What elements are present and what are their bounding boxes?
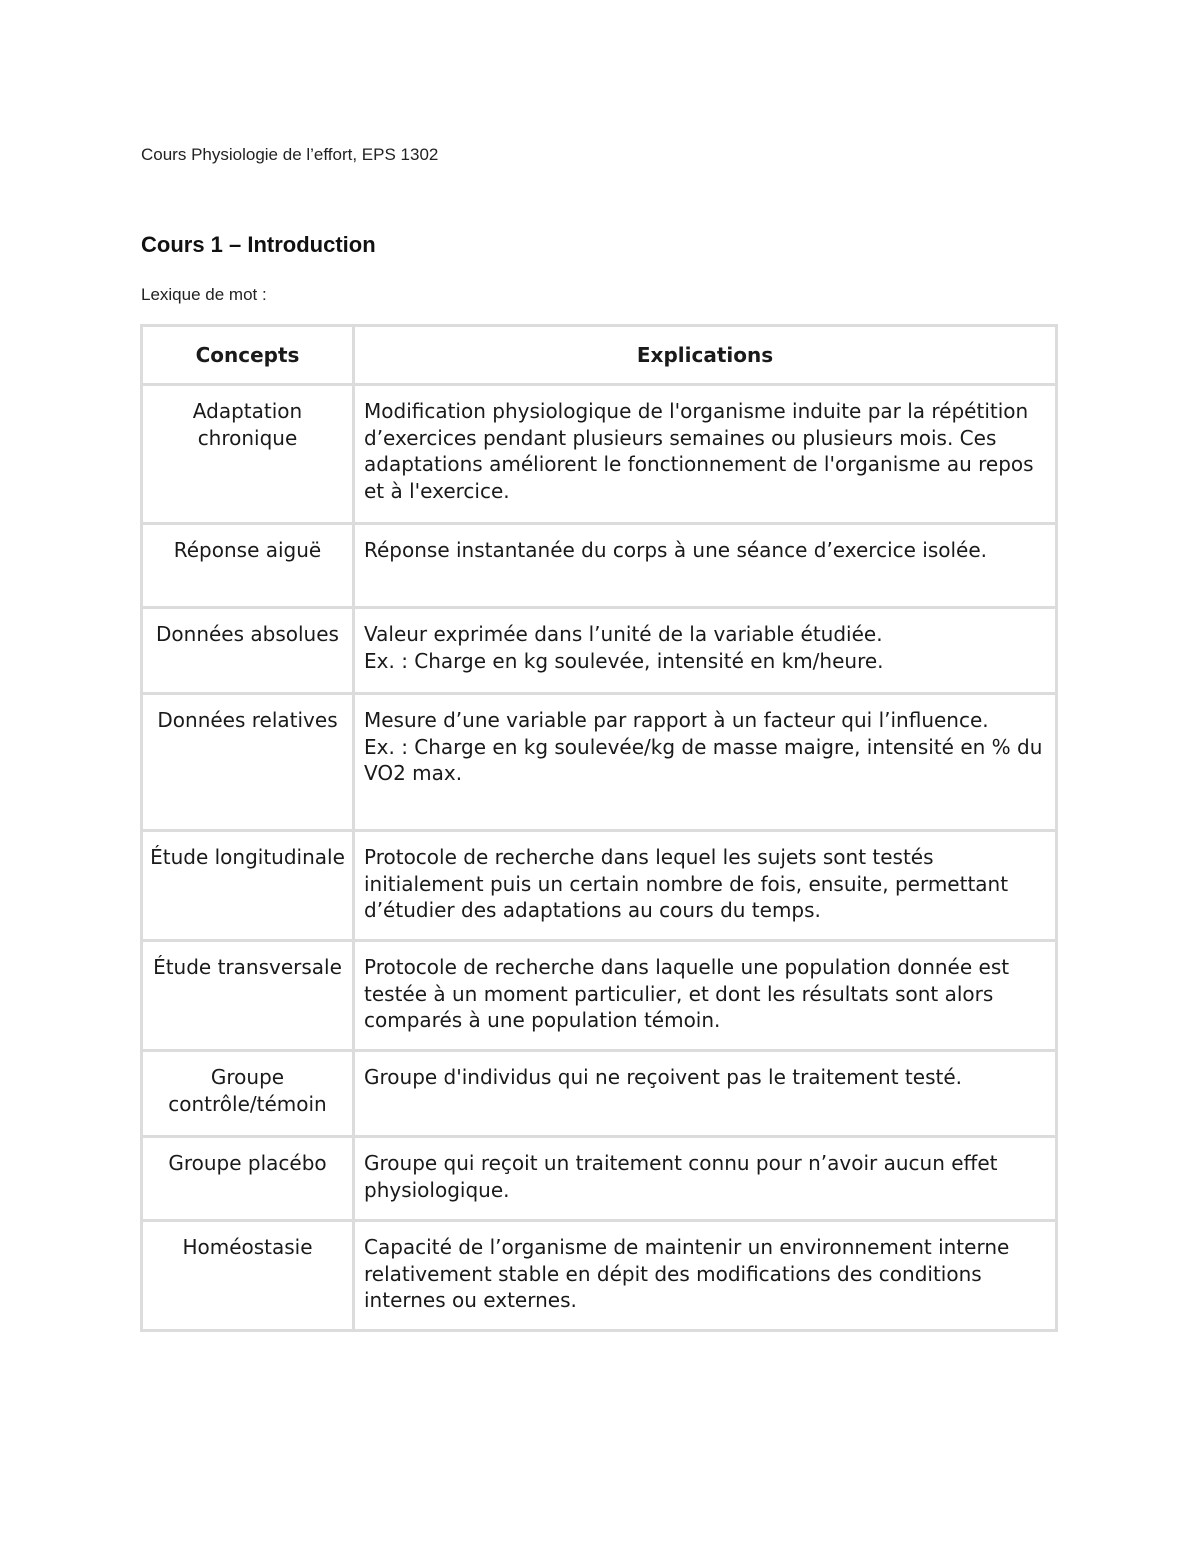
explanation-line: Protocole de recherche dans laquelle une population donnée est testée à un moment particulier, et dont les résultats sont alors comparés à une population témoin. [364,955,1010,1032]
explanation-example-line: Ex. : Charge en kg soulevée/kg de masse maigre, intensité en % du VO2 max. [364,734,1043,785]
explanation-line: Groupe d'individus qui ne reçoivent pas le traitement testé. [364,1065,962,1089]
explanation-line: Protocole de recherche dans lequel les sujets sont testés initialement puis un certain nombre de fois, ensuite, permettant d’étudier des adaptations au cours du temps. [364,845,1009,922]
explanation-line: Réponse instantanée du corps à une séance d’exercice isolée. [364,538,988,562]
header-concepts: Concepts [142,326,354,385]
concept-cell: Adaptation chronique [142,385,354,524]
explanation-line: Modification physiologique de l'organisme induite par la répétition d’exercices pendant plusieurs semaines ou plusieurs mois. Ces adaptations améliorent le fonctionnement de l'organisme au repos et à l'exercice. [364,399,1034,503]
explanation-cell [354,608,1057,694]
concept-cell: Étude transversale [142,941,354,1051]
explanation-cell [354,1221,1057,1331]
explanation-cell [354,385,1057,524]
explanation-line: Capacité de l’organisme de maintenir un environnement interne relativement stable en dépit des modifications des conditions internes ou externes. [364,1235,1010,1312]
lexicon-label: Lexique de mot : [141,285,267,304]
concept-cell: Données absolues [142,608,354,694]
explanation-cell [354,524,1057,608]
table-row [142,385,1057,524]
concept-cell: Étude longitudinale [142,831,354,941]
table-row [142,831,1057,941]
explanation-cell [354,694,1057,831]
explanation-line: Groupe qui reçoit un traitement connu pour n’avoir aucun effet physiologique. [364,1151,998,1202]
explanation-line: Valeur exprimée dans l’unité de la variable étudiée. [364,622,883,646]
explanation-cell [354,1137,1057,1221]
table-row [142,1137,1057,1221]
table-row [142,608,1057,694]
explanation-example-line: Ex. : Charge en kg soulevée, intensité en km/heure. [364,648,884,673]
explanation-cell [354,941,1057,1051]
lesson-heading: Cours 1 – Introduction [141,232,376,257]
concept-cell: Homéostasie [142,1221,354,1331]
table-row [142,1221,1057,1331]
concept-cell: Groupe placébo [142,1137,354,1221]
concept-cell: Données relatives [142,694,354,831]
table-row [142,524,1057,608]
table-row [142,694,1057,831]
table-header-row [142,326,1057,385]
explanation-line: Mesure d’une variable par rapport à un facteur qui l’influence. [364,708,989,732]
explanation-cell [354,831,1057,941]
table-row [142,941,1057,1051]
explanation-cell [354,1051,1057,1137]
concept-cell: Groupe contrôle/témoin [142,1051,354,1137]
course-title: Cours Physiologie de l’effort, EPS 1302 [141,145,439,164]
lexicon-table [140,324,1058,1332]
table-row [142,1051,1057,1137]
header-explications: Explications [354,326,1057,385]
concept-cell: Réponse aiguë [142,524,354,608]
